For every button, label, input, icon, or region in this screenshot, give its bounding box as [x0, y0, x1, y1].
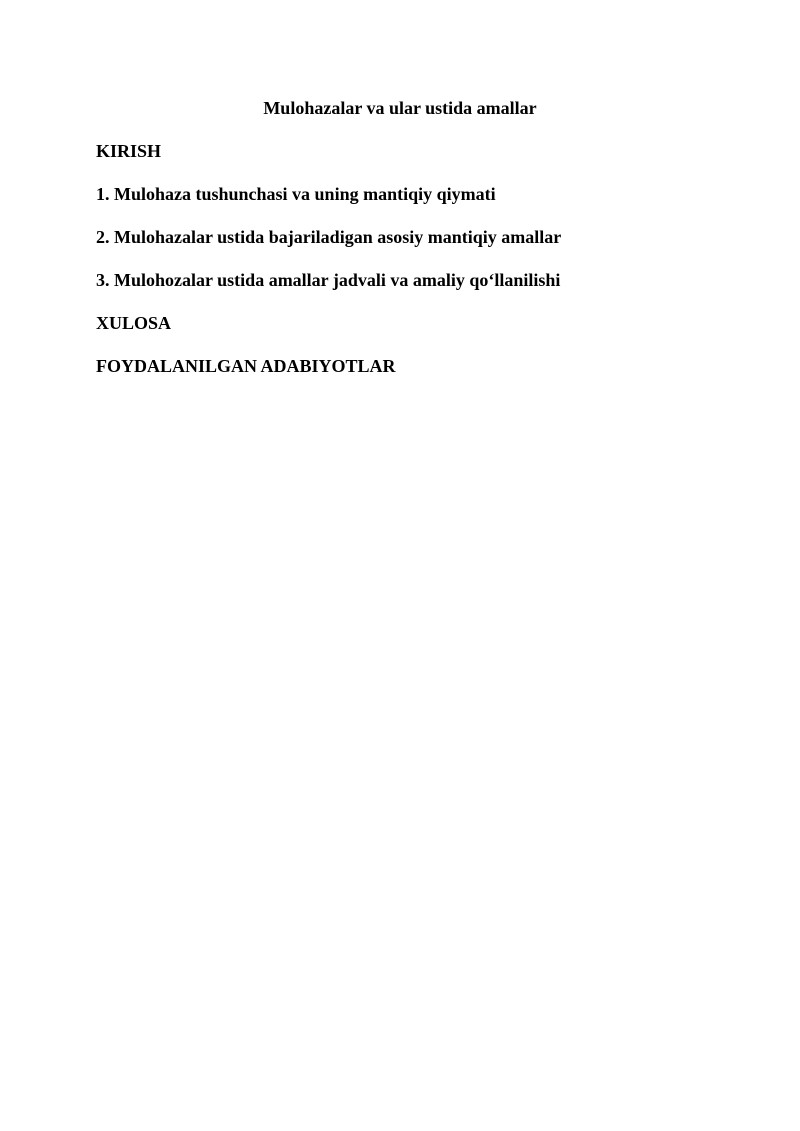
toc-item-conclusion: XULOSA — [96, 313, 172, 333]
document-title: Mulohazalar va ular ustida amallar — [263, 98, 537, 118]
toc-item-introduction: KIRISH — [96, 141, 162, 161]
toc-item-section-1: 1. Mulohaza tushunchasi va uning mantiqiy qiymati — [96, 184, 496, 204]
toc-item-references: FOYDALANILGAN ADABIYOTLAR — [96, 356, 396, 376]
toc-item-section-3: 3. Mulohozalar ustida amallar jadvali va amaliy qo‘llanilishi — [96, 270, 561, 290]
toc-item-section-2: 2. Mulohazalar ustida bajariladigan asosiy mantiqiy amallar — [96, 227, 562, 247]
table-of-contents — [96, 139, 561, 397]
